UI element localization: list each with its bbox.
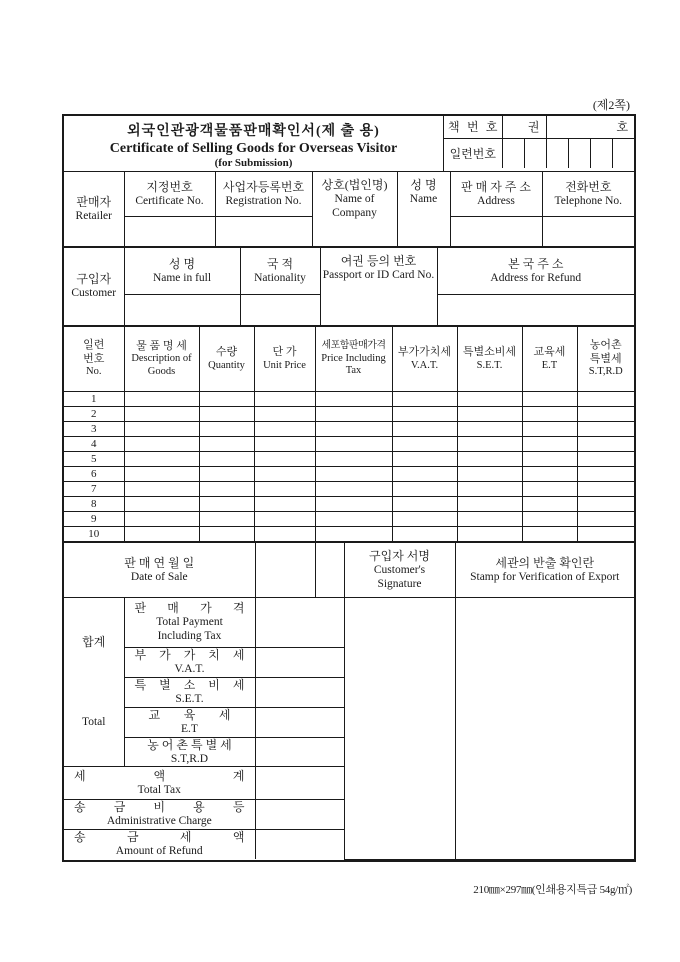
item-cell-empty <box>254 482 315 497</box>
item-row <box>64 512 634 527</box>
item-cell-empty <box>457 497 522 512</box>
strd-label-en: S.T,R.D <box>588 366 623 378</box>
items-table <box>64 326 634 542</box>
vat-total-label-en: V.A.T. <box>174 663 205 675</box>
retailer-label-kr: 판매자 <box>76 194 112 209</box>
item-cell-empty <box>392 512 457 527</box>
item-cell-empty <box>457 482 522 497</box>
item-cell-empty <box>124 512 199 527</box>
grand-total-header <box>64 598 124 767</box>
set-label-kr: 특별소비세 <box>462 345 517 358</box>
serial-digit-cell <box>568 138 590 168</box>
admin-charge-value-cell <box>255 800 344 830</box>
item-cell-empty <box>124 482 199 497</box>
nationality-value-cell <box>240 295 320 326</box>
nationality-label-kr: 국 적 <box>266 256 294 271</box>
admin-charge-label-kr: 송 금 비 용 등 <box>74 800 245 815</box>
date-of-sale-cell <box>64 543 255 598</box>
item-cell-empty <box>457 422 522 437</box>
item-cell-empty <box>457 467 522 482</box>
item-cell-empty <box>124 407 199 422</box>
item-cell-empty <box>315 467 392 482</box>
telephone-label-kr: 전화번호 <box>565 179 612 194</box>
customer-label-en: Customer <box>71 287 117 300</box>
item-cell-empty <box>315 512 392 527</box>
certificate-form <box>62 114 636 862</box>
item-cell-empty <box>254 497 315 512</box>
item-cell-empty <box>199 467 254 482</box>
item-cell-empty <box>577 497 634 512</box>
admin-charge-label-en: Administrative Charge <box>106 815 212 828</box>
item-row-number: 8 <box>64 497 124 512</box>
items-col-no <box>64 327 124 392</box>
retailer-col-registration-no <box>215 172 312 217</box>
item-cell-empty <box>577 452 634 467</box>
education-tax-label-kr: 교육세 <box>533 345 566 358</box>
item-cell-empty <box>392 467 457 482</box>
company-name-label-en: Name of Company <box>332 193 377 219</box>
item-row-number: 9 <box>64 512 124 527</box>
item-cell-empty <box>522 512 577 527</box>
item-cell-empty <box>124 527 199 542</box>
item-cell-empty <box>392 407 457 422</box>
customer-name-label-en: Name in full <box>152 271 212 284</box>
form-title-subtitle: (for Submission) <box>214 157 293 169</box>
items-col-education-tax <box>522 327 577 392</box>
item-row <box>64 482 634 497</box>
set-total-value-cell <box>255 677 344 707</box>
item-cell-empty <box>124 422 199 437</box>
items-col-quantity <box>199 327 254 392</box>
item-cell-empty <box>315 482 392 497</box>
retailer-label-en: Retailer <box>75 209 112 222</box>
book-number-table <box>444 116 634 168</box>
item-cell-empty <box>254 392 315 407</box>
serial-number-label: 일련번호 <box>444 138 502 168</box>
customer-table <box>64 247 634 326</box>
items-col-strd <box>577 327 634 392</box>
customer-signature-header <box>344 543 455 598</box>
item-row <box>64 527 634 542</box>
book-number-label: 책 번 호 <box>444 116 502 138</box>
item-cell-empty <box>254 407 315 422</box>
item-cell-empty <box>577 392 634 407</box>
quantity-label-en: Quantity <box>208 359 245 371</box>
item-cell-empty <box>457 512 522 527</box>
item-row-number: 2 <box>64 407 124 422</box>
item-cell-empty <box>315 452 392 467</box>
price-incl-tax-label-kr: 세포함판매가격 <box>321 340 386 352</box>
strd-total-value-cell <box>255 737 344 767</box>
item-cell-empty <box>392 482 457 497</box>
education-tax-total-label-en: E.T <box>181 722 198 735</box>
item-cell-empty <box>254 512 315 527</box>
item-cell-empty <box>254 422 315 437</box>
item-cell-empty <box>577 422 634 437</box>
item-row-number: 3 <box>64 422 124 437</box>
retailer-table <box>64 171 634 247</box>
admin-charge-label-cell <box>64 800 255 830</box>
item-row-number: 10 <box>64 527 124 542</box>
vat-label-kr: 부가가치세 <box>397 345 452 358</box>
item-row <box>64 497 634 512</box>
item-cell-empty <box>392 497 457 512</box>
refund-address-label-kr: 본 국 주 소 <box>508 256 564 271</box>
date-of-sale-extra-cell <box>315 543 344 598</box>
strd-total-label-en: S.T,R.D <box>170 752 209 765</box>
total-payment-label-kr: 판 매 가 격 <box>134 601 245 616</box>
retailer-row-header <box>64 172 124 247</box>
set-label-en: S.E.T. <box>476 359 503 371</box>
date-of-sale-label-kr: 판 매 연 월 일 <box>124 555 195 570</box>
passport-label-en: Passport or ID Card No. <box>322 269 435 281</box>
item-cell-empty <box>124 452 199 467</box>
item-cell-empty <box>315 422 392 437</box>
export-stamp-area <box>455 598 634 860</box>
education-tax-total-label-kr: 교 육 세 <box>148 707 231 722</box>
serial-digit-cell <box>524 138 546 168</box>
volume-cell: 권 <box>502 116 546 138</box>
item-cell-empty <box>522 482 577 497</box>
refund-amount-value-cell <box>255 830 344 859</box>
items-body <box>64 392 634 542</box>
certificate-no-value-cell <box>124 217 215 247</box>
form-title-block <box>64 116 444 171</box>
company-name-label-kr: 상호(법인명) <box>321 178 388 192</box>
customer-col-refund-address <box>437 248 634 295</box>
telephone-value-cell <box>542 217 634 247</box>
item-cell-empty <box>522 437 577 452</box>
unit-price-label-kr: 단 가 <box>272 345 297 358</box>
total-tax-label-cell <box>64 767 255 800</box>
retailer-col-name <box>397 172 450 247</box>
item-row-number: 1 <box>64 392 124 407</box>
item-row <box>64 452 634 467</box>
item-cell-empty <box>199 527 254 542</box>
item-cell-empty <box>199 392 254 407</box>
date-of-sale-value-cell <box>255 543 315 598</box>
item-cell-empty <box>315 407 392 422</box>
item-cell-empty <box>577 527 634 542</box>
item-cell-empty <box>522 467 577 482</box>
strd-total-label-kr: 농 어 촌 특 별 세 <box>147 737 232 752</box>
book-number-block <box>444 116 634 171</box>
item-cell-empty <box>577 482 634 497</box>
stamp-label-en: Stamp for Verification of Export <box>470 570 620 583</box>
item-row-number: 7 <box>64 482 124 497</box>
item-row <box>64 467 634 482</box>
item-cell-empty <box>315 392 392 407</box>
retailer-name-label-en: Name <box>409 193 438 205</box>
stamp-label-kr: 세관의 반출 확인란 <box>495 555 595 570</box>
form-header <box>64 116 634 171</box>
retailer-name-label-kr: 성 명 <box>410 178 437 192</box>
item-cell-empty <box>577 407 634 422</box>
customer-signature-area <box>344 598 455 860</box>
totals-table <box>64 542 634 860</box>
customer-col-passport <box>320 248 437 326</box>
total-payment-label-en: Total Payment Including Tax <box>156 616 223 642</box>
item-cell-empty <box>124 497 199 512</box>
total-payment-label-cell <box>124 598 255 648</box>
item-cell-empty <box>254 467 315 482</box>
form-title-korean: 외국인관광객물품판매확인서(제 출 용) <box>127 124 380 139</box>
item-cell-empty <box>457 452 522 467</box>
telephone-label-en: Telephone No. <box>554 194 623 207</box>
item-cell-empty <box>522 497 577 512</box>
item-cell-empty <box>392 437 457 452</box>
set-total-label-kr: 특 별 소 비 세 <box>134 677 245 692</box>
certificate-no-label-en: Certificate No. <box>135 194 204 207</box>
set-total-label-cell <box>124 677 255 707</box>
customer-col-name <box>124 248 240 295</box>
item-cell-empty <box>577 437 634 452</box>
item-cell-empty <box>199 437 254 452</box>
refund-amount-label-cell <box>64 830 255 859</box>
item-cell-empty <box>254 452 315 467</box>
customer-col-nationality <box>240 248 320 295</box>
refund-amount-label-en: Amount of Refund <box>115 845 203 858</box>
unit-price-label-en: Unit Price <box>263 359 306 371</box>
description-label-en: Description of Goods <box>131 353 192 377</box>
item-cell-empty <box>124 467 199 482</box>
paper-spec-note: 210㎜×297㎜(인쇄용지특급 54g/㎡) <box>473 884 632 896</box>
quantity-label-kr: 수량 <box>215 345 238 358</box>
page-number-note: (제2쪽) <box>592 98 630 112</box>
item-cell-empty <box>392 452 457 467</box>
total-tax-label-en: Total Tax <box>137 783 181 796</box>
serial-digit-cell <box>590 138 612 168</box>
vat-total-value-cell <box>255 648 344 678</box>
item-row <box>64 437 634 452</box>
item-cell-empty <box>199 452 254 467</box>
signature-label-en: Customer's Signature <box>373 563 426 590</box>
item-cell-empty <box>457 437 522 452</box>
item-cell-empty <box>124 437 199 452</box>
item-cell-empty <box>199 497 254 512</box>
export-stamp-header <box>455 543 634 598</box>
set-total-label-en: S.E.T. <box>175 692 204 705</box>
item-row-number: 5 <box>64 452 124 467</box>
item-cell-empty <box>315 437 392 452</box>
strd-label-kr: 농어촌 특별세 <box>589 338 622 365</box>
number-cell: 호 <box>546 116 634 138</box>
items-col-set <box>457 327 522 392</box>
refund-address-label-en: Address for Refund <box>490 271 582 284</box>
customer-label-kr: 구입자 <box>76 272 112 287</box>
item-cell-empty <box>254 527 315 542</box>
vat-total-label-cell <box>124 648 255 678</box>
registration-no-label-kr: 사업자등록번호 <box>222 179 305 194</box>
certificate-no-label-kr: 지정번호 <box>146 179 193 194</box>
registration-no-label-en: Registration No. <box>225 194 302 207</box>
serial-digit-cell <box>502 138 524 168</box>
total-payment-value-cell <box>255 598 344 648</box>
serial-digit-cell <box>612 138 634 168</box>
item-cell-empty <box>254 437 315 452</box>
item-cell-empty <box>577 512 634 527</box>
total-tax-label-kr: 세 액 계 <box>74 768 245 783</box>
grand-total-label-en: Total <box>82 715 106 728</box>
signature-label-kr: 구입자 서명 <box>369 548 430 563</box>
refund-amount-label-kr: 송 금 세 액 <box>74 830 245 845</box>
registration-no-value-cell <box>215 217 312 247</box>
item-cell-empty <box>522 527 577 542</box>
customer-row-header <box>64 248 124 326</box>
item-cell-empty <box>457 407 522 422</box>
serial-digit-cell <box>546 138 568 168</box>
retailer-col-company-name <box>312 172 397 247</box>
item-row-number: 6 <box>64 467 124 482</box>
refund-address-value-cell <box>437 295 634 326</box>
retailer-address-value-cell <box>450 217 542 247</box>
form-title-english: Certificate of Selling Goods for Overseas Visitor <box>109 141 398 156</box>
items-no-label-en: No. <box>86 366 102 378</box>
retailer-col-address <box>450 172 542 217</box>
item-row <box>64 392 634 407</box>
item-cell-empty <box>522 407 577 422</box>
vat-total-label-kr: 부 가 가 치 세 <box>134 648 245 662</box>
item-cell-empty <box>522 452 577 467</box>
retailer-address-label-en: Address <box>477 194 515 207</box>
retailer-col-telephone <box>542 172 634 217</box>
education-tax-total-label-cell <box>124 707 255 737</box>
customer-name-value-cell <box>124 295 240 326</box>
item-cell-empty <box>522 392 577 407</box>
passport-label-kr: 여권 등의 번호 <box>340 254 417 268</box>
item-row <box>64 422 634 437</box>
retailer-col-certificate-no <box>124 172 215 217</box>
item-cell-empty <box>392 392 457 407</box>
item-cell-empty <box>124 392 199 407</box>
item-cell-empty <box>199 407 254 422</box>
item-cell-empty <box>199 422 254 437</box>
nationality-label-en: Nationality <box>254 271 306 284</box>
price-incl-tax-label-en: Price Including Tax <box>321 352 386 377</box>
grand-total-label-kr: 합계 <box>82 634 106 649</box>
date-of-sale-label-en: Date of Sale <box>130 570 188 583</box>
item-cell-empty <box>577 467 634 482</box>
total-tax-value-cell <box>255 767 344 800</box>
item-cell-empty <box>392 422 457 437</box>
description-label-kr: 물 품 명 세 <box>136 339 187 352</box>
item-cell-empty <box>457 392 522 407</box>
items-col-unit-price <box>254 327 315 392</box>
item-cell-empty <box>199 482 254 497</box>
education-tax-total-value-cell <box>255 707 344 737</box>
item-cell-empty <box>522 422 577 437</box>
item-cell-empty <box>315 497 392 512</box>
strd-total-label-cell <box>124 737 255 767</box>
items-col-vat <box>392 327 457 392</box>
items-col-description <box>124 327 199 392</box>
education-tax-label-en: E.T <box>541 359 558 371</box>
item-cell-empty <box>315 527 392 542</box>
item-cell-empty <box>199 512 254 527</box>
vat-label-en: V.A.T. <box>410 359 439 371</box>
items-col-price-incl-tax <box>315 327 392 392</box>
retailer-address-label-kr: 판 매 자 주 소 <box>461 179 531 194</box>
item-cell-empty <box>392 527 457 542</box>
items-no-label-kr: 일련번호 <box>83 338 105 365</box>
item-cell-empty <box>457 527 522 542</box>
item-row <box>64 407 634 422</box>
item-row-number: 4 <box>64 437 124 452</box>
customer-name-label-kr: 성 명 <box>168 256 196 271</box>
